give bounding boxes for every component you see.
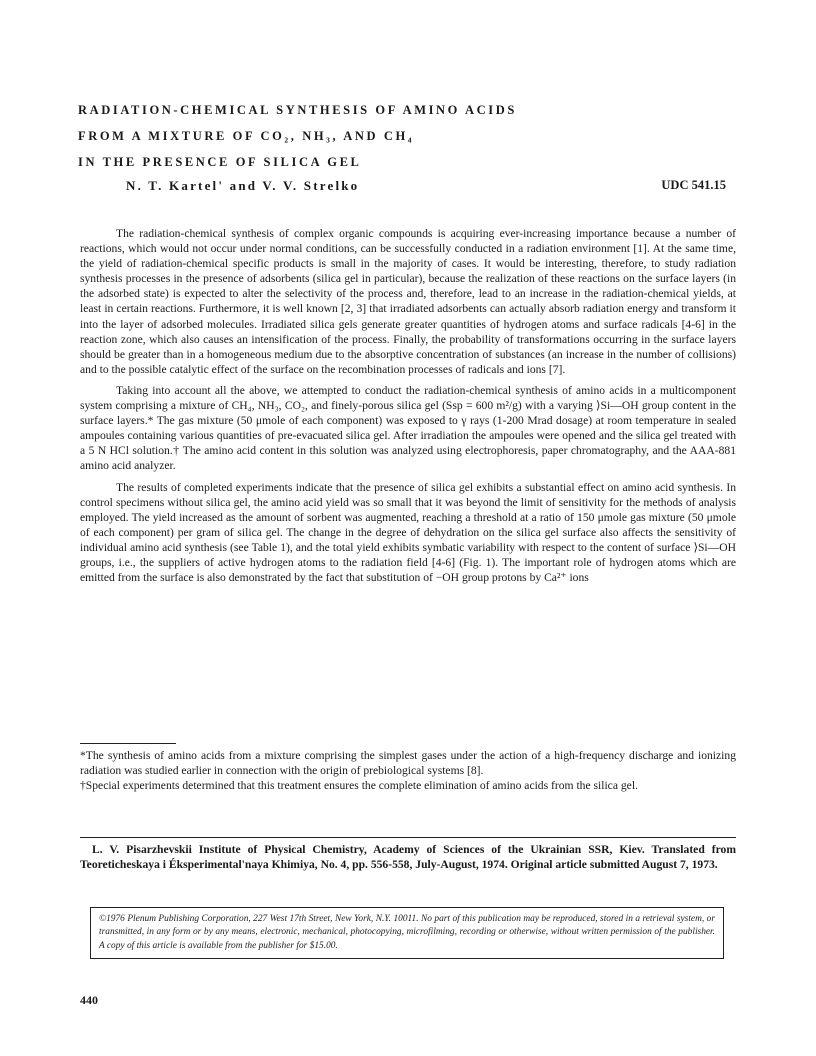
authors: N. T. Kartel' and V. V. Strelko — [126, 178, 360, 193]
page-number: 440 — [80, 993, 98, 1007]
affiliation-divider — [80, 837, 736, 838]
title-line-1: RADIATION-CHEMICAL SYNTHESIS OF AMINO ACIDS — [78, 103, 517, 117]
article-body — [80, 226, 736, 591]
copyright-notice: ©1976 Plenum Publishing Corporation, 227 West 17th Street, New York, N.Y. 10011. No part of this publication may be reproduced, stored in a retrieval system, or transmitted, in any form or by any means, electronic, mechanical, photocopying, microfilming, recording or otherwise, without written permission of the publisher. A copy of this article is available from the publisher for $15.00. — [90, 907, 724, 959]
paragraph-3: The results of completed experiments indicate that the presence of silica gel exhibits a substantial effect on amino acid synthesis. In control specimens without silica gel, the amino acid yield was so small that it was beyond the limit of sensitivity for the methods of analysis employed. The yield increased as the amount of sorbent was augmented, reaching a threshold at a ratio of 150 μmole gas mixture (50 μmole of each component) per gram of silica gel. The change in the degree of dehydration on the silica gel surface also affects the sensitivity of individual amino acid synthesis (see Table 1), and the total yield exhibits symbatic variability with respect to the content of surface ⟩Si—OH groups, i.e., the suppliers of active hydrogen atoms to the radiation field [4-6] (Fig. 1). The important role of hydrogen atoms which are emitted from the surface is also demonstrated by the fact that substitution of −OH group protons by Ca²⁺ ions — [80, 480, 736, 585]
title-line-3: IN THE PRESENCE OF SILICA GEL — [78, 155, 362, 169]
article-title — [78, 97, 638, 175]
title-line-2: FROM A MIXTURE OF CO₂, NH₃, AND CH₄ — [78, 129, 415, 143]
footnote-asterisk: *The synthesis of amino acids from a mixture comprising the simplest gases under the action of a high-frequency discharge and ionizing radiation was studied earlier in connection with the origin of prebiological systems [8]. — [80, 749, 736, 778]
footnotes — [80, 748, 736, 793]
udc-code: UDC 541.15 — [661, 178, 726, 192]
footnote-divider — [80, 743, 176, 744]
affiliation-block — [80, 842, 736, 872]
footnote-dagger: †Special experiments determined that this treatment ensures the complete elimination of amino acids from the silica gel. — [80, 779, 638, 793]
paragraph-2: Taking into account all the above, we attempted to conduct the radiation-chemical synthesis of amino acids in a multicomponent system comprising a mixture of CH₄, NH₃, CO₂, and finely-porous silica gel (Ssp = 600 m²/g) with a varying ⟩Si—OH group content in the surface layers.* The gas mixture (50 μmole of each component) was exposed to γ rays (1-200 Mrad dosage) at room temperature in sealed ampoules containing various quantities of pre-evacuated silica gel. After irradiation the ampoules were opened and the silica gel treated with a 5 N HCl solution.† The amino acid content in this solution was analyzed using electrophoresis, paper chromatography, and the AAA-881 amino acid analyzer. — [80, 383, 736, 473]
paragraph-1: The radiation-chemical synthesis of complex organic compounds is acquiring ever-increasing importance because a number of reactions, which would not occur under normal conditions, can be successfully conducted in a radiation environment [1]. At the same time, the yield of radiation-chemical specific products is small in the majority of cases. It would be interesting, therefore, to study radiation synthesis processes in the presence of adsorbents (silica gel in particular), because the realization of these reactions on the surface layers (in the adsorbed state) is expected to alter the selectivity of the process and, therefore, lead to an increase in the radiation-chemical yields, at least in certain reactions. Furthermore, it is well known [2, 3] that irradiated adsorbents can actually absorb radiation energy and transform it into the layer of adsorbed molecules. Irradiated silica gels generate greater quantities of hydrogen atoms and surface radicals [4-6] in the reaction zone, which also causes an intensification of the process. Finally, the probability of transformations occurring in the surface layers should be greater than in a homogeneous medium due to the absorptive concentration of substances (an increase in the number of collisions) and to the possible catalytic effect of the surface on the recombination processes of radicals and ions [7]. — [80, 227, 736, 376]
affiliation-text: L. V. Pisarzhevskii Institute of Physical Chemistry, Academy of Sciences of the Ukrainian SSR, Kiev. Translated from Teoreticheskaya i Éksperimental'naya Khimiya, No. 4, pp. 556-558, July-August, 1974. Original article submitted August 7, 1973. — [80, 843, 736, 872]
